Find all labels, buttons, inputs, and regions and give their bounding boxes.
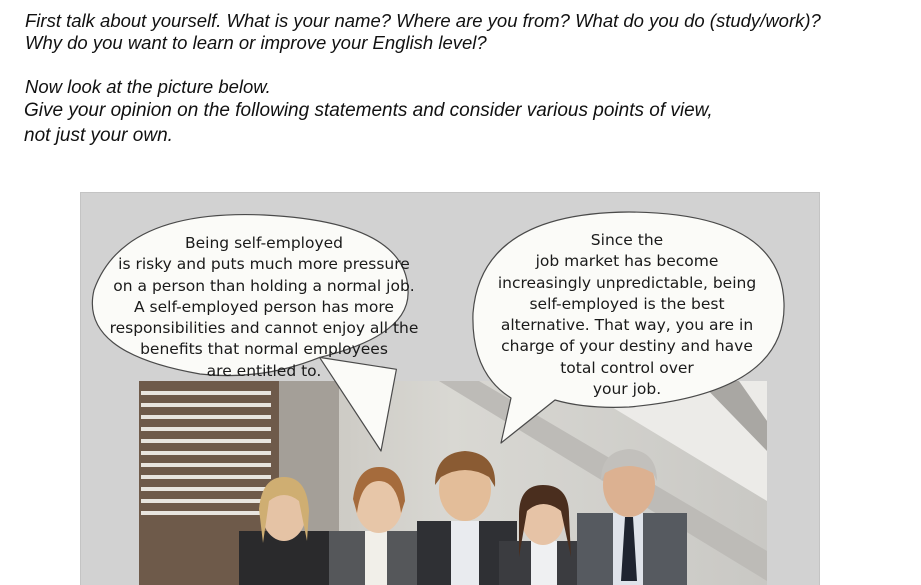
picture-panel: [80, 192, 820, 585]
intro-line-2: Why do you want to learn or improve your English level?: [25, 32, 487, 53]
right-bubble-line: job market has become: [535, 252, 719, 271]
left-bubble-line: are entitled to.: [206, 361, 322, 380]
right-bubble-line: charge of your destiny and have: [501, 337, 753, 356]
left-bubble-line: responsibilities and cannot enjoy all the: [109, 319, 419, 338]
right-bubble-line: increasingly unpredictable, being: [497, 273, 757, 292]
right-bubble-text: [491, 230, 763, 400]
right-bubble-line: Since the: [590, 231, 664, 249]
left-bubble-text: [99, 233, 429, 382]
right-bubble-line: self-employed is the best: [529, 294, 725, 313]
left-bubble-line: Being self-employed: [185, 234, 343, 252]
left-bubble-line: is risky and puts much more pressure: [118, 255, 410, 274]
left-bubble-line: A self-employed person has more: [134, 297, 394, 316]
intro-instructions: [25, 10, 821, 54]
look-instruction: Now look at the picture below.: [25, 76, 271, 97]
left-bubble-line: benefits that normal employees: [140, 340, 388, 359]
left-bubble-line: on a person than holding a normal job.: [113, 276, 415, 295]
opinion-line-2: not just your own.: [24, 125, 173, 146]
intro-line-1: First talk about yourself. What is your name? Where are you from? What do you do (study/work)?: [25, 10, 821, 31]
opinion-instructions: [24, 98, 713, 148]
right-bubble-line: alternative. That way, you are in: [500, 316, 754, 335]
right-bubble-line: your job.: [592, 380, 662, 399]
opinion-line-1: Give your opinion on the following statements and consider various points of view,: [24, 100, 713, 121]
right-bubble-line: total control over: [560, 358, 694, 377]
